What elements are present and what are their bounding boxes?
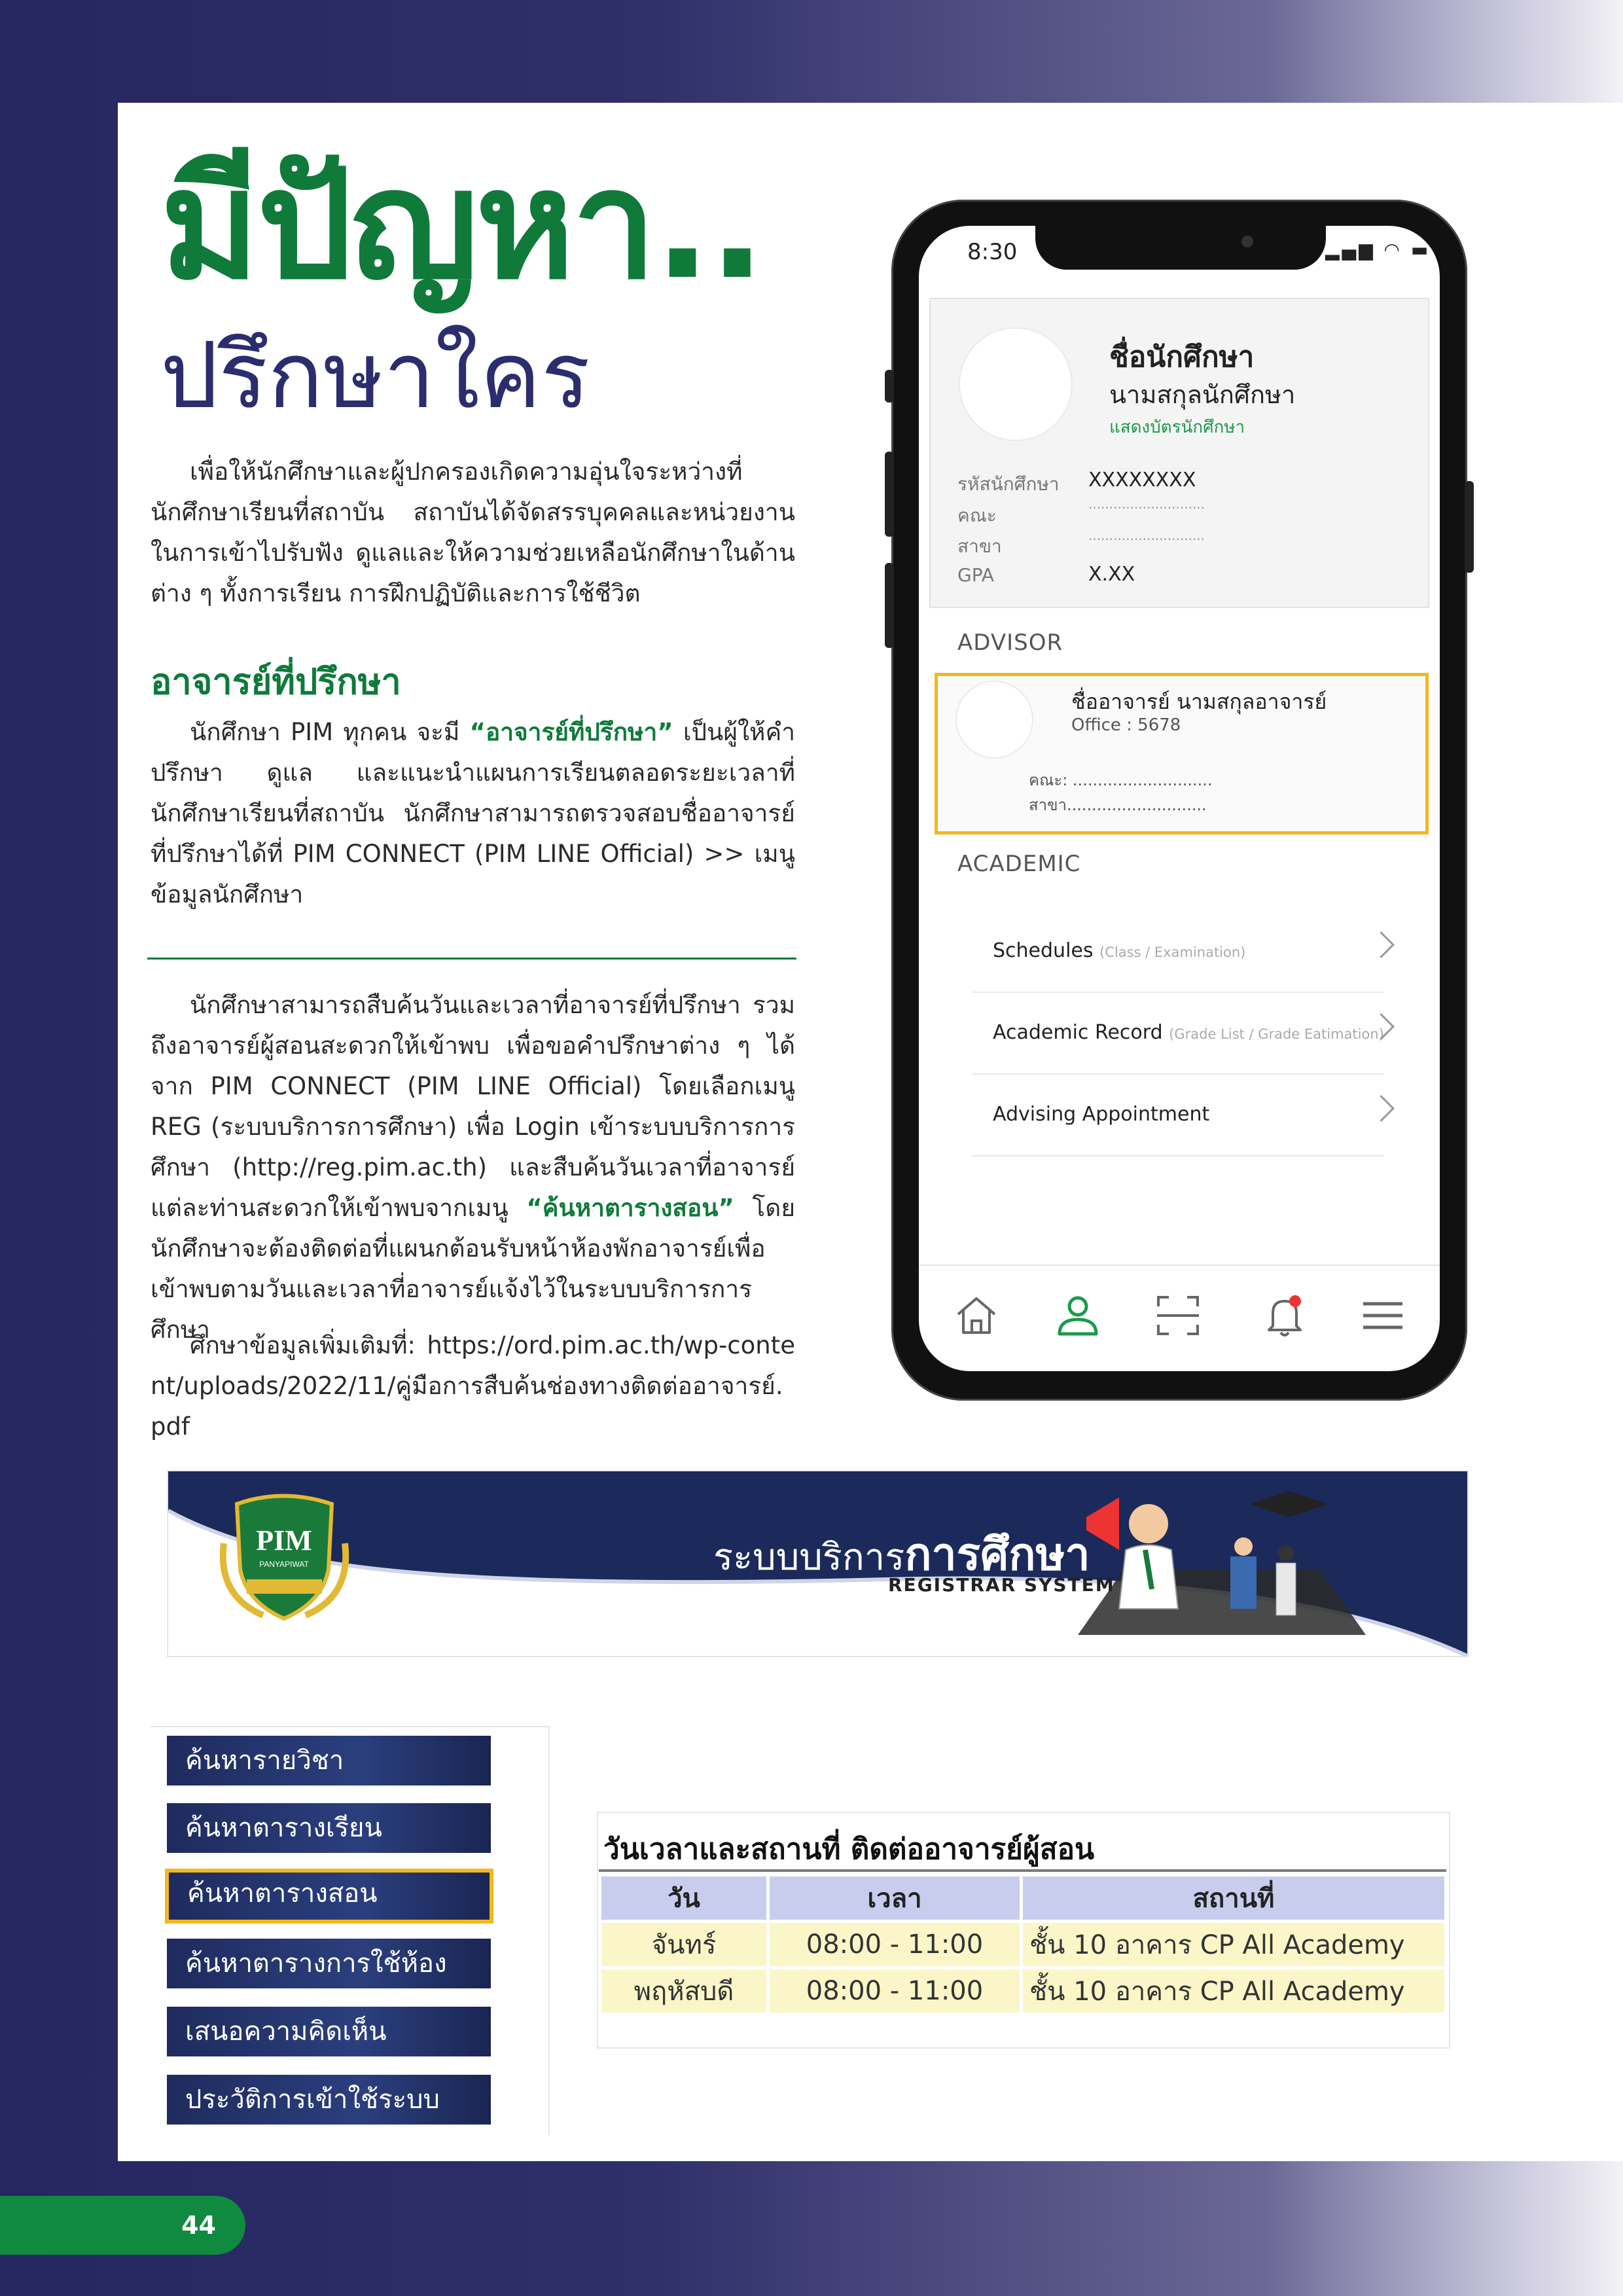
cell-location: ชั้น 10 อาคาร CP All Academy	[1023, 1969, 1444, 2013]
student-name: ชื่อนักศึกษา	[1109, 340, 1255, 374]
advisor-name: ชื่ออาจารย์ นามสกุลอาจารย์	[1071, 689, 1327, 714]
contact-table-title: วันเวลาและสถานที่ ติดต่ออาจารย์ผู้สอน	[603, 1833, 1095, 1866]
menu-item-title: Schedules	[993, 939, 1094, 962]
table-row	[601, 1923, 1444, 1966]
registrar-subtitle: REGISTRAR SYSTEM	[888, 1574, 1115, 1596]
table-row	[601, 1969, 1444, 2013]
phone-notch	[1035, 216, 1326, 270]
menu-item-subtitle: (Class / Examination)	[1099, 944, 1246, 960]
advisor-section-title: อาจารย์ที่ปรึกษา	[151, 661, 401, 702]
advisor-office: Office : 5678	[1071, 715, 1181, 735]
advisor-p2-before: นักศึกษาสามารถสืบค้นวันและเวลาที่อาจารย์ที่ปรึกษา รวมถึงอาจารย์ผู้สอนสะดวกให้เข้าพบ เพื่อขอคำปรึกษาต่าง ๆ ได้จาก PIM CONNECT (PIM LINE Official) โดยเลือกเมนู REG (ระบบบริการการศึกษา) เพื่อ Login เข้าระบบบริการการศึกษา (http://reg.pim.ac.th) และสืบค้นวันเวลาที่อาจารย์แต่ละท่านสะดวกให้เข้าพบจากเมนู	[151, 991, 795, 1222]
advisor-p2-after: โดยนักศึกษาจะต้องติดต่อที่แผนกต้อนรับหน้าห้องพักอาจารย์เพื่อเข้าพบตามวันและเวลาที่อาจารย์แจ้งไว้ในระบบบริการการศึกษา	[151, 1194, 796, 1344]
show-student-card-link[interactable]: แสดงบัตรนักศึกษา	[1109, 418, 1245, 437]
field-label-gpa: GPA	[957, 564, 994, 586]
advisor-p1-after: เป็นผู้ให้คำปรึกษา ดูแล และแนะนำแผนการเรียนตลอดระยะเวลาที่นักศึกษาเรียนที่สถาบัน นักศึกษาสามารถตรวจสอบชื่ออาจารย์ที่ปรึกษาได้ที่ PIM CONNECT (PIM LINE Official) >> เมนูข้อมูลนักศึกษา	[151, 718, 795, 908]
page-title: มีปัญหา..	[160, 138, 764, 313]
field-value-faculty: ............................	[1088, 496, 1205, 512]
header-location: สถานที่	[1023, 1876, 1444, 1920]
field-value-gpa: X.XX	[1088, 563, 1135, 586]
advisor-paragraph-3	[151, 1325, 795, 1447]
reg-menu-access-history[interactable]: ประวัติการเข้าใช้ระบบ	[167, 2075, 491, 2125]
reg-menu-feedback[interactable]: เสนอความคิดเห็น	[167, 2007, 491, 2056]
camera-icon	[1241, 236, 1253, 247]
home-icon[interactable]	[950, 1289, 1003, 1342]
pim-logo-text: PIM	[256, 1524, 312, 1556]
menu-item-label	[993, 1103, 1209, 1126]
bell-icon[interactable]	[1258, 1289, 1311, 1342]
contact-table-title-underline	[599, 1869, 1446, 1872]
profile-icon[interactable]	[1052, 1289, 1104, 1342]
page-number: 44	[0, 2196, 245, 2255]
signal-wifi-battery-icon: ▂▄▆ ◠ ▬	[1325, 239, 1431, 260]
academic-section-label: ACADEMIC	[957, 851, 1081, 877]
menu-item-subtitle: (Grade List / Grade Eatimation)	[1169, 1026, 1384, 1042]
student-surname: นามสกุลนักศึกษา	[1109, 380, 1296, 409]
more-info-link-text: ศึกษาข้อมูลเพิ่มเติมที่: https://ord.pim.ac.th/wp-content/uploads/2022/11/คู่มือการสืบค้นช่องทางติดต่ออาจารย์.pdf	[151, 1331, 795, 1441]
advisor-major: สาขา............................	[1029, 796, 1207, 814]
megaphone-people-illustration	[1080, 1478, 1329, 1641]
menu-item-academic-record[interactable]	[972, 995, 1384, 1075]
cell-day: จันทร์	[601, 1923, 766, 1966]
reg-menu-search-courses[interactable]: ค้นหารายวิชา	[167, 1736, 491, 1785]
advisor-p2-highlight: “ค้นหาตารางสอน”	[526, 1194, 734, 1222]
field-label-faculty: คณะ	[957, 505, 997, 526]
reg-menu-search-room-schedule[interactable]: ค้นหาตารางการใช้ห้อง	[167, 1939, 491, 1988]
field-label-student-id: รหัสนักศึกษา	[957, 473, 1060, 495]
intro-text: เพื่อให้นักศึกษาและผู้ปกครองเกิดความอุ่นใจระหว่างที่นักศึกษาเรียนที่สถาบัน สถาบันได้จัดสรรบุคคลและหน่วยงานในการเข้าไปรับฟัง ดูแลและให้ความช่วยเหลือนักศึกษาในด้านต่าง ๆ ทั้งการเรียน การฝึกปฏิบัติและการใช้ชีวิต	[151, 457, 795, 607]
advisor-section-label: ADVISOR	[957, 630, 1063, 656]
field-value-major: ............................	[1088, 528, 1205, 543]
cell-location: ชั้น 10 อาคาร CP All Academy	[1023, 1923, 1444, 1966]
student-avatar	[959, 327, 1073, 441]
phone-volume-up-button	[885, 452, 894, 537]
menu-item-title: Advising Appointment	[993, 1103, 1210, 1126]
field-label-major: สาขา	[957, 535, 1002, 557]
phone-mute-button	[885, 370, 894, 403]
advisor-paragraph-2	[151, 985, 795, 1350]
advisor-p1-highlight: “อาจารย์ที่ปรึกษา”	[469, 718, 673, 746]
advisor-paragraph-1	[151, 712, 795, 915]
menu-item-schedules[interactable]	[972, 913, 1384, 993]
header-day: วัน	[601, 1876, 766, 1920]
menu-item-advising-appointment[interactable]	[972, 1077, 1384, 1157]
pim-logo	[217, 1491, 351, 1622]
reg-menu-panel	[151, 1726, 550, 2135]
advisor-p1-before: นักศึกษา PIM ทุกคน จะมี	[190, 718, 470, 746]
cell-day: พฤหัสบดี	[601, 1969, 766, 2013]
menu-item-title: Academic Record	[993, 1021, 1163, 1044]
scan-icon[interactable]	[1152, 1289, 1204, 1342]
field-value-student-id: XXXXXXXX	[1088, 469, 1196, 492]
advisor-avatar	[955, 681, 1033, 759]
pim-logo-small-text: PANYAPIWAT	[259, 1560, 309, 1569]
cell-time: 08:00 - 11:00	[770, 1923, 1020, 1966]
bottom-nav-divider	[919, 1265, 1440, 1266]
contact-table	[598, 1873, 1448, 2016]
cell-time: 08:00 - 11:00	[770, 1969, 1020, 2013]
section-divider	[147, 958, 796, 960]
advisor-faculty: คณะ: ............................	[1029, 771, 1213, 789]
phone-power-button	[1465, 481, 1474, 573]
reg-menu-search-class-schedule[interactable]: ค้นหาตารางเรียน	[167, 1803, 491, 1853]
reg-menu-search-teaching-schedule[interactable]: ค้นหาตารางสอน	[165, 1869, 493, 1924]
table-header-row	[601, 1876, 1444, 1920]
status-time: 8:30	[967, 239, 1018, 265]
registrar-title-bold: การศึกษา	[904, 1529, 1090, 1581]
page-subtitle: ปรึกษาใคร	[160, 323, 590, 429]
menu-item-label	[993, 1021, 1384, 1044]
intro-paragraph	[151, 452, 795, 614]
registrar-title-light: ระบบบริการ	[713, 1536, 905, 1579]
menu-item-label	[993, 939, 1245, 962]
phone-volume-down-button	[885, 563, 894, 648]
menu-icon[interactable]	[1357, 1289, 1409, 1342]
header-time: เวลา	[770, 1876, 1020, 1920]
